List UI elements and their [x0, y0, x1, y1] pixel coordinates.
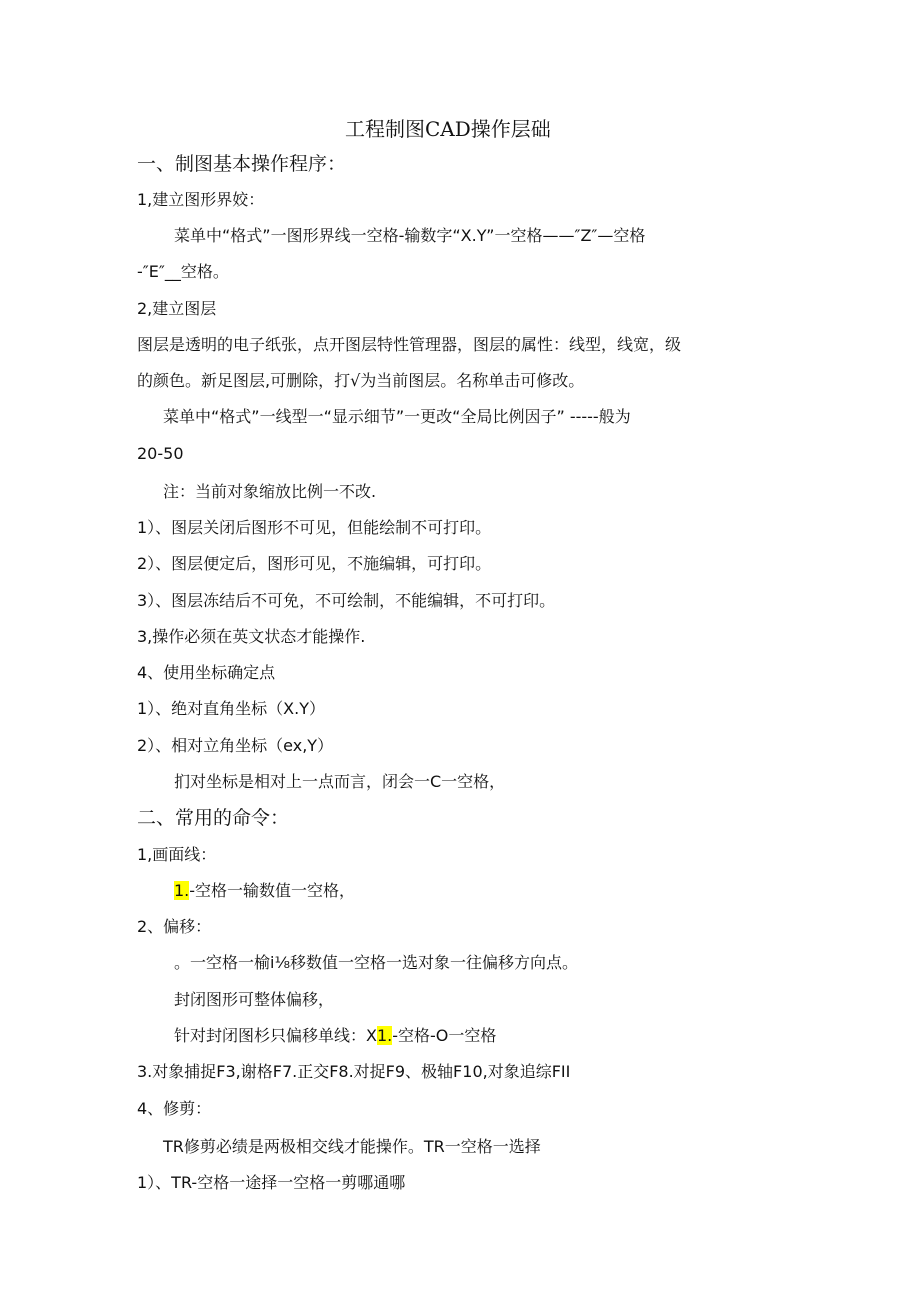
paragraph-line: 扪对坐标是相对上一点而言，闭会一C一空格，: [174, 772, 506, 791]
item-heading: 4、使用坐标确定点: [137, 663, 276, 682]
text-span: 针对封闭图杉只偏移单线：X: [174, 1026, 377, 1045]
item-heading: 1,建立图形界姣：: [137, 190, 265, 209]
item-heading: 3,操作必须在英文状态才能操作.: [137, 627, 366, 646]
section-heading-1: 一、制图基本操作程序：: [137, 153, 347, 175]
list-item: 1）、TR-空格一途择一空格一剪哪通哪: [137, 1173, 406, 1192]
paragraph-line: TR修剪必绩是两极相交线才能操作。TR一空格一选择: [163, 1137, 541, 1156]
paragraph-line: 图层是透明的电子纸张，点开图层特性管理器，图层的属性：线型，线宽，级: [137, 335, 682, 354]
paragraph-line: -″E″__空格。: [137, 262, 229, 281]
paragraph-line: 封闭图形可整体偏移，: [174, 990, 335, 1009]
paragraph-line: 20-50: [137, 444, 184, 463]
list-item: 2）、图层便定后，图形可见，不施编辑，可打印。: [137, 554, 492, 573]
text-span: -空格一输数值一空格，: [189, 881, 356, 900]
paragraph-line: 的颜色。新足图层,可删除，打√为当前图层。名称单击可修改。: [137, 371, 585, 390]
text-span: -空格-O一空格: [392, 1026, 497, 1045]
item-heading: 2,建立图层: [137, 299, 217, 318]
paragraph-line: [174, 1025, 496, 1047]
item-heading: 2、偏移：: [137, 917, 212, 936]
item-heading: 4、修剪：: [137, 1099, 212, 1118]
item-heading: 1,画面线：: [137, 845, 217, 864]
note-line: 注：当前对象缩放比例一不改.: [163, 482, 377, 501]
paragraph-line: [174, 880, 355, 902]
list-item: 1）、图层关闭后图形不可见，但能绘制不可打印。: [137, 518, 492, 537]
list-item: 1）、绝对直角坐标（X.Y）: [137, 699, 326, 718]
section-heading-2: 二、常用的命令：: [137, 807, 290, 829]
highlighted-text: 1.: [376, 1026, 393, 1045]
page-title: 工程制图CAD操作层础: [345, 117, 551, 141]
paragraph-line: 菜单中“格式”一图形界线一空格-输数字“X.Y”一空格——″Z″—空格: [174, 226, 646, 245]
paragraph-line: 菜单中“格式”一线型一“显示细节”一更改“全局比例因子” -----般为: [163, 407, 631, 426]
paragraph-line: 。一空格一榆i⅛移数值一空格一选对象一往偏移方向点。: [174, 953, 578, 972]
highlighted-text: 1.: [174, 881, 190, 900]
list-item: 2）、相对立角坐标（ex,Y）: [137, 736, 334, 755]
item-heading: 3.对象捕捉F3,谢格F7.正交F8.对捉F9、极轴F10,对象追综FII: [137, 1062, 571, 1081]
list-item: 3）、图层冻结后不可免，不可绘制，不能编辑，不可打印。: [137, 591, 556, 610]
